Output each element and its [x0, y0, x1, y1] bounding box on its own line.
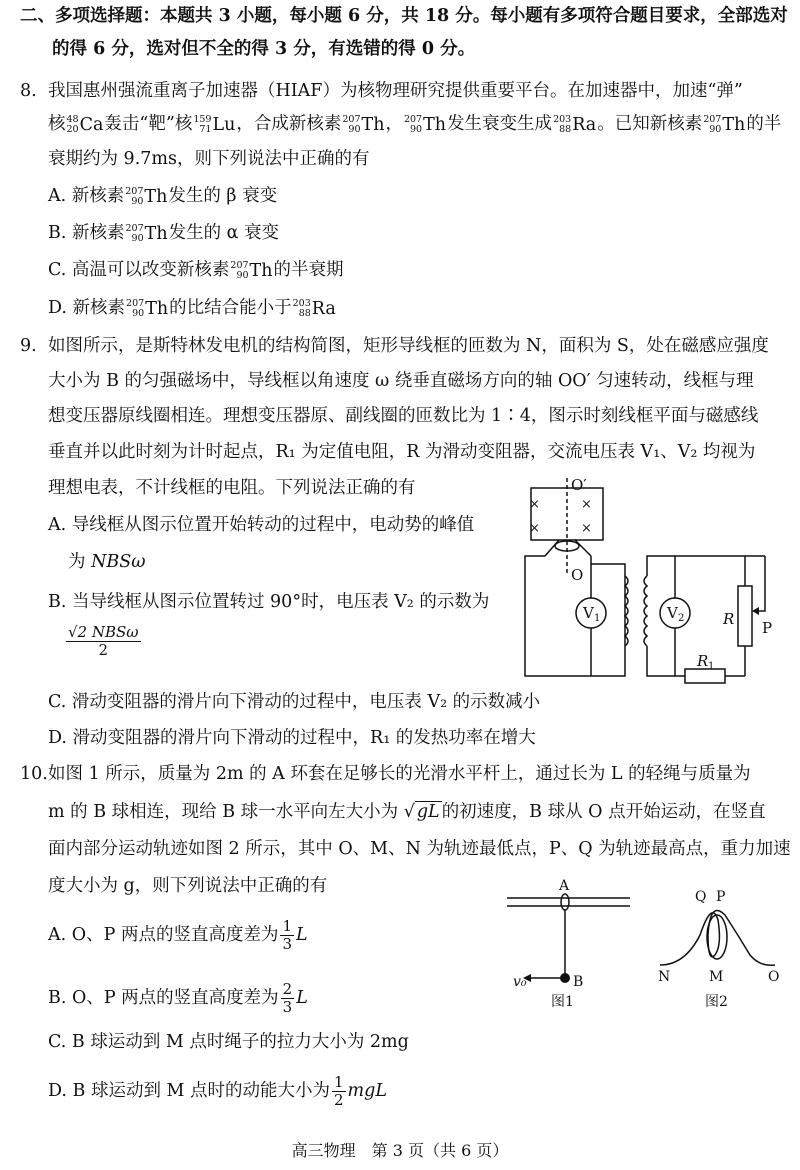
- mass-number: 48: [66, 113, 79, 125]
- label-p: P: [762, 619, 773, 637]
- q8-option-b: [48, 221, 279, 246]
- element-symbol: Lu: [212, 114, 236, 135]
- nuclide-th: [230, 259, 272, 283]
- q10-stem-line4: 度大小为 g，则下列说法中正确的有: [48, 876, 328, 896]
- nuclide-lu: [193, 113, 235, 137]
- q9-option-a-line1: A. 导线框从图示位置开始转动的过程中，电动势的峰值: [48, 515, 475, 535]
- label-r1-sub: 1: [708, 661, 715, 672]
- q8-option-c: [48, 258, 344, 283]
- rheostat-slider-wire: [755, 561, 765, 611]
- ring-a: [561, 894, 569, 910]
- mass-number: 159: [193, 113, 212, 125]
- charge-number: 71: [199, 123, 212, 135]
- charge-number: 90: [131, 232, 144, 244]
- charge-number: 90: [709, 123, 722, 135]
- figure-1-caption: 图1: [551, 994, 574, 1010]
- field-mark: ×: [581, 497, 592, 512]
- label-o: O: [768, 969, 780, 985]
- mass-number: 203: [553, 113, 572, 125]
- q9-stem-line1: 如图所示，是斯特林发电机的结构简图，矩形导线框的匝数为 N，面积为 S，处在磁感应强度: [48, 336, 769, 356]
- q8-stem-line3: 衰期约为 9.7ms，则下列说法中正确的有: [48, 149, 370, 169]
- fraction-numerator: 1: [282, 917, 292, 935]
- text: L: [296, 925, 308, 945]
- sqrt-gl: gL: [416, 802, 440, 822]
- label-n: N: [658, 969, 671, 985]
- q9-stem-line2: 大小为 B 的匀强磁场中，导线框以角速度 ω 绕垂直磁场方向的轴 OO′ 匀速转动，线框与理: [48, 371, 754, 391]
- nuclide-th: [404, 113, 446, 137]
- fraction: [332, 1074, 346, 1109]
- q9-stem-line4: 垂直并以此时刻为计时起点，R₁ 为定值电阻，R 为滑动变阻器，交流电压表 V₁、V₂ 均视为: [48, 442, 756, 462]
- label-r1: R: [697, 652, 709, 670]
- text: B. 新核素: [48, 223, 125, 243]
- nuclide-ca: [67, 113, 104, 137]
- text: L: [296, 988, 308, 1008]
- text: m 的 B 球相连，现给 B 球一水平向左大小为: [48, 802, 399, 822]
- nuclide-th: [126, 297, 168, 321]
- nuclide-th: [342, 113, 384, 137]
- label-b: B: [573, 974, 584, 990]
- nuclide-th: [126, 222, 168, 246]
- figure-2-caption: 图2: [705, 994, 728, 1010]
- label-r: R: [723, 610, 735, 628]
- label-m: M: [709, 969, 724, 985]
- charge-number: 88: [559, 123, 572, 135]
- text: 的半衰期: [273, 260, 344, 280]
- fraction-denominator: 3: [282, 998, 293, 1016]
- q10-option-d: [48, 1074, 387, 1109]
- text: 的半: [746, 114, 782, 134]
- fraction-denominator: 2: [334, 1091, 344, 1109]
- label-o: O: [571, 566, 584, 584]
- generator-circuit-diagram: [515, 476, 785, 686]
- element-symbol: Th: [722, 114, 746, 135]
- fraction-denominator: 3: [282, 935, 292, 953]
- text: 的比结合能小于: [169, 298, 292, 318]
- fraction-numerator: 1: [334, 1073, 344, 1091]
- element-symbol: Th: [423, 114, 447, 135]
- text: 发生的 α 衰变: [168, 223, 280, 243]
- q9-stem-line5: 理想电表，不计线框的电阻。下列说法正确的有: [48, 478, 416, 498]
- label-v2-sub: 2: [678, 613, 685, 624]
- label-v2: V: [667, 604, 678, 622]
- field-mark: ×: [529, 497, 540, 512]
- nuclide-ra: [293, 297, 336, 321]
- charge-number: 90: [132, 307, 145, 319]
- label-v1-sub: 1: [594, 613, 601, 624]
- charge-number: 90: [410, 123, 423, 135]
- ball-b: [560, 973, 570, 983]
- text: 核: [48, 114, 66, 134]
- mass-number: 207: [126, 297, 145, 309]
- text: 轰击“靶”核: [104, 114, 193, 134]
- q10-option-b: [48, 981, 308, 1016]
- section-header-line2: 的得 6 分，选对但不全的得 3 分，有选错的得 0 分。: [52, 39, 476, 59]
- text: D. B 球运动到 M 点时的动能大小为: [48, 1081, 330, 1101]
- nuclide-th: [703, 113, 745, 137]
- q10-number: 10.: [20, 764, 48, 784]
- element-symbol: Th: [145, 298, 169, 319]
- q8-option-a: [48, 184, 277, 209]
- charge-number: 90: [236, 269, 249, 281]
- resistor-r1: [685, 669, 725, 683]
- element-symbol: Ra: [572, 114, 597, 135]
- charge-number: 20: [66, 123, 79, 135]
- element-symbol: Th: [249, 260, 273, 281]
- q10-option-a: [48, 918, 308, 953]
- q10-stem-line3: 面内部分运动轨迹如图 2 所示，其中 O、M、N 为轨迹最低点，P、Q 为轨迹最高点，重力加速: [48, 839, 791, 859]
- text: B. O、P 两点的竖直高度差为: [48, 988, 279, 1008]
- secondary-coil: [644, 576, 647, 646]
- text: 发生衰变生成: [447, 114, 553, 134]
- element-symbol: Ca: [79, 114, 104, 135]
- text: A. O、P 两点的竖直高度差为: [48, 925, 279, 945]
- text: 发生的 β 衰变: [168, 186, 278, 206]
- trajectory-curve: [660, 911, 775, 966]
- page-footer: 高三物理 第 3 页（共 6 页）: [291, 1141, 509, 1160]
- q8-stem-line2: [48, 112, 781, 137]
- mass-number: 207: [703, 113, 722, 125]
- nuclide-ra: [553, 113, 596, 137]
- fraction: [280, 918, 294, 953]
- q10-stem-line1: 如图 1 所示，质量为 2m 的 A 环套在足够长的光滑水平杆上，通过长为 L 的轻绳与质量为: [48, 764, 751, 784]
- rheostat-r: [738, 586, 752, 646]
- fraction-denominator: 2: [98, 641, 109, 659]
- element-symbol: Th: [144, 186, 168, 207]
- figure-2-trajectory: [650, 875, 790, 1015]
- figure-1-ring-ball: [505, 868, 635, 1018]
- q9-number: 9.: [20, 336, 37, 356]
- q10-option-c: C. B 球运动到 M 点时绳子的拉力大小为 2mg: [48, 1032, 409, 1052]
- q8-option-d: [48, 296, 337, 321]
- label-q: Q: [695, 889, 707, 905]
- charge-number: 90: [348, 123, 361, 135]
- fraction-numerator: √2 NBSω: [68, 623, 139, 641]
- text: 。已知新核素: [597, 114, 703, 134]
- text: ，: [385, 114, 403, 134]
- label-v0: v₀: [513, 974, 527, 990]
- q9-option-b-line1: B. 当导线框从图示位置转过 90°时，电压表 V₂ 的示数为: [48, 592, 490, 612]
- charge-number: 90: [131, 195, 144, 207]
- element-symbol: Th: [144, 223, 168, 244]
- text: ，合成新核素: [236, 114, 342, 134]
- charge-number: 88: [298, 307, 311, 319]
- emf-peak-expression: NBSω: [91, 552, 146, 572]
- q9-option-a-line2: [68, 550, 146, 574]
- label-o-prime: O′: [571, 476, 587, 494]
- q8-stem-line1: 我国惠州强流重离子加速器（HIAF）为核物理研究提供重要平台。在加速器中，加速“弹”: [48, 81, 743, 101]
- label-p: P: [716, 889, 726, 905]
- secondary-wire-top: [647, 556, 745, 586]
- q9-option-b-line2: [64, 624, 143, 659]
- mass-number: 207: [403, 113, 423, 125]
- text: A. 新核素: [48, 186, 125, 206]
- mass-number: 207: [125, 185, 144, 197]
- secondary-wire-bottom-left: [647, 646, 685, 676]
- nuclide-th: [125, 185, 167, 209]
- field-mark: ×: [529, 521, 540, 536]
- mass-number: 203: [292, 297, 311, 309]
- v2-reading-fraction: [66, 624, 141, 659]
- mass-number: 207: [342, 113, 361, 125]
- text: 为: [68, 552, 92, 572]
- q9-option-d: D. 滑动变阻器的滑片向下滑动的过程中，R₁ 的发热功率在增大: [48, 728, 536, 748]
- text: C. 高温可以改变新核素: [48, 260, 230, 280]
- label-v1: V: [583, 604, 594, 622]
- q9-option-c: C. 滑动变阻器的滑片向下滑动的过程中，电压表 V₂ 的示数减小: [48, 692, 541, 712]
- q8-number: 8.: [20, 81, 37, 101]
- primary-wire-right: [591, 556, 625, 566]
- element-symbol: Th: [361, 114, 385, 135]
- element-symbol: Ra: [311, 298, 336, 319]
- text: mgL: [347, 1081, 387, 1101]
- q10-stem-line2: m 的 B 球相连，现给 B 球一水平向左大小为 √ gL 的初速度，B 球从 O 点开始运动，在竖直: [48, 802, 766, 822]
- slider-arrow-icon: [752, 607, 759, 615]
- mass-number: 207: [230, 259, 249, 271]
- section-header-line1: 二、多项选择题：本题共 3 小题，每小题 6 分，共 18 分。每小题有多项符合题目要求，全部选对: [20, 6, 788, 26]
- mass-number: 207: [125, 222, 144, 234]
- text: 的初速度，B 球从 O 点开始运动，在竖直: [441, 802, 766, 822]
- text: D. 新核素: [48, 298, 126, 318]
- fraction-numerator: 2: [282, 980, 293, 998]
- label-a: A: [559, 878, 570, 894]
- fraction: [281, 981, 295, 1016]
- field-mark: ×: [581, 521, 592, 536]
- q9-stem-line3: 想变压器原线圈相连。理想变压器原、副线圈的匝数比为 1∶4，图示时刻线框平面与磁感线: [48, 406, 759, 426]
